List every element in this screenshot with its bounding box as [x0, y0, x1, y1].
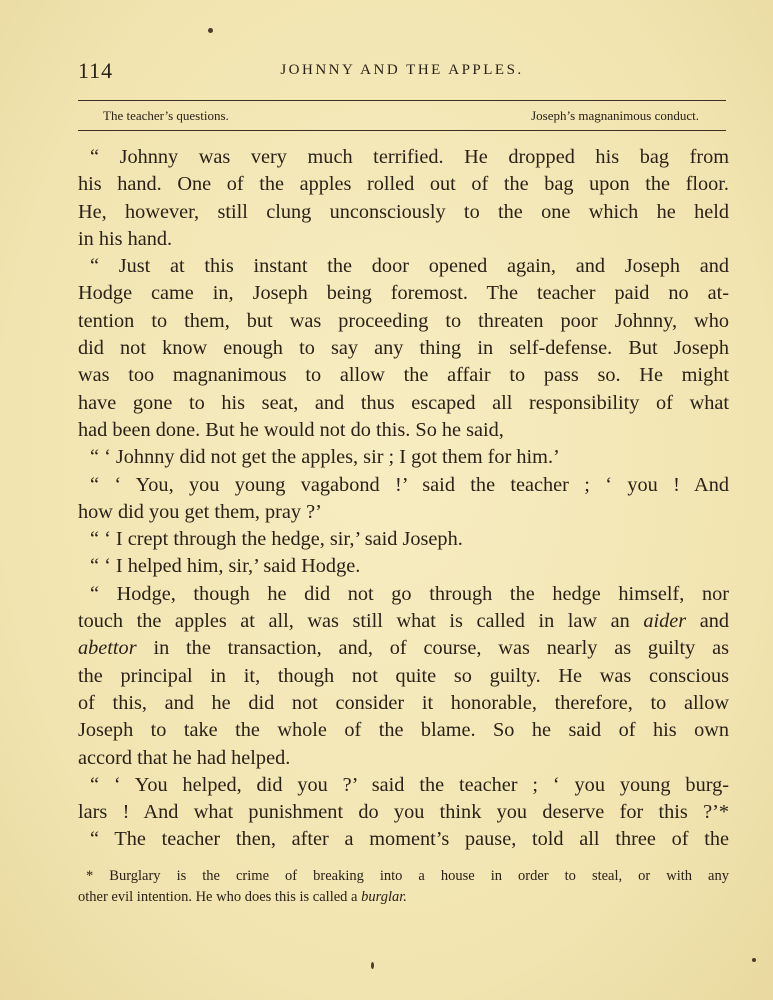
text-line: of this, and he did not consider it honorable, therefore, to allow: [78, 691, 729, 714]
running-title: JOHNNY AND THE APPLES.: [280, 62, 524, 78]
text-line: how did you get them, pray ?’: [78, 500, 322, 523]
text-line: in his hand.: [78, 227, 173, 250]
footnote-line: [78, 887, 729, 908]
text-line: “ Johnny was very much terrified. He dropped his bag from: [90, 146, 729, 168]
text-line: “ Just at this instant the door opened again, and Joseph and: [90, 255, 729, 278]
footnote-text: other evil intention. He who does this is called a: [78, 889, 358, 905]
page-number: 114: [78, 58, 114, 83]
footnote-line: * Burglary is the crime of breaking into a house in order to steal, or with any: [86, 868, 729, 884]
text-line: the principal in it, though not quite so guilty. He was conscious: [78, 664, 729, 687]
text-line: “ Hodge, though he did not go through the hedge himself, nor: [90, 582, 729, 605]
text-line: had been done. But he would not do this. So he said,: [78, 418, 504, 441]
text-line: “ ‘ You, you young vagabond !’ said the teacher ; ‘ you ! And: [90, 473, 729, 496]
text-line: have gone to his seat, and thus escaped all responsibility of what: [78, 391, 729, 414]
text-line: [78, 635, 729, 662]
subhead-left: The teacher’s questions.: [103, 108, 229, 123]
italic-term-aider: aider: [643, 610, 687, 633]
footnote: [78, 866, 729, 908]
ink-speck: [371, 962, 374, 969]
text-line: was too magnanimous to allow the affair to pass so. He might: [78, 364, 729, 387]
text-line: accord that he had helped.: [78, 746, 291, 769]
text-line: “ ‘ Johnny did not get the apples, sir ; I got them for him.’: [90, 446, 560, 469]
running-head: [78, 56, 726, 86]
text-segment: and: [699, 610, 730, 633]
text-line: “ ‘ I helped him, sir,’ said Hodge.: [90, 555, 361, 578]
ink-speck: [752, 958, 756, 962]
text-line: Hodge came in, Joseph being foremost. The teacher paid no at-: [78, 282, 729, 305]
header-rule: [78, 100, 726, 101]
text-line: lars ! And what punishment do you think you deserve for this ?’*: [78, 801, 729, 824]
italic-term-abettor: abettor: [78, 637, 137, 660]
body-text: [78, 144, 729, 854]
footnote-italic-term: burglar.: [361, 889, 407, 905]
subhead-rule: [78, 130, 726, 131]
ink-speck: [208, 28, 213, 33]
text-segment: touch the apples at all, was still what is called in law an: [78, 610, 630, 633]
text-segment: in the transaction, and, of course, was nearly as guilty as: [153, 637, 729, 660]
marginal-subheads: [103, 108, 699, 128]
subhead-right: Joseph’s magnanimous conduct.: [531, 108, 699, 123]
text-line: “ The teacher then, after a moment’s pause, told all three of the: [90, 828, 729, 851]
text-line: Joseph to take the whole of the blame. So he said of his own: [78, 719, 729, 742]
text-line: He, however, still clung unconsciously to the one which he held: [78, 200, 729, 223]
text-line: [78, 608, 729, 635]
text-line: did not know enough to say any thing in self-defense. But Joseph: [78, 337, 729, 360]
text-line: “ ‘ I crept through the hedge, sir,’ said Joseph.: [90, 528, 463, 551]
text-line: his hand. One of the apples rolled out of the bag upon the floor.: [78, 173, 729, 196]
text-line: “ ‘ You helped, did you ?’ said the teacher ; ‘ you young burg-: [90, 773, 729, 796]
text-line: tention to them, but was proceeding to threaten poor Johnny, who: [78, 309, 729, 332]
